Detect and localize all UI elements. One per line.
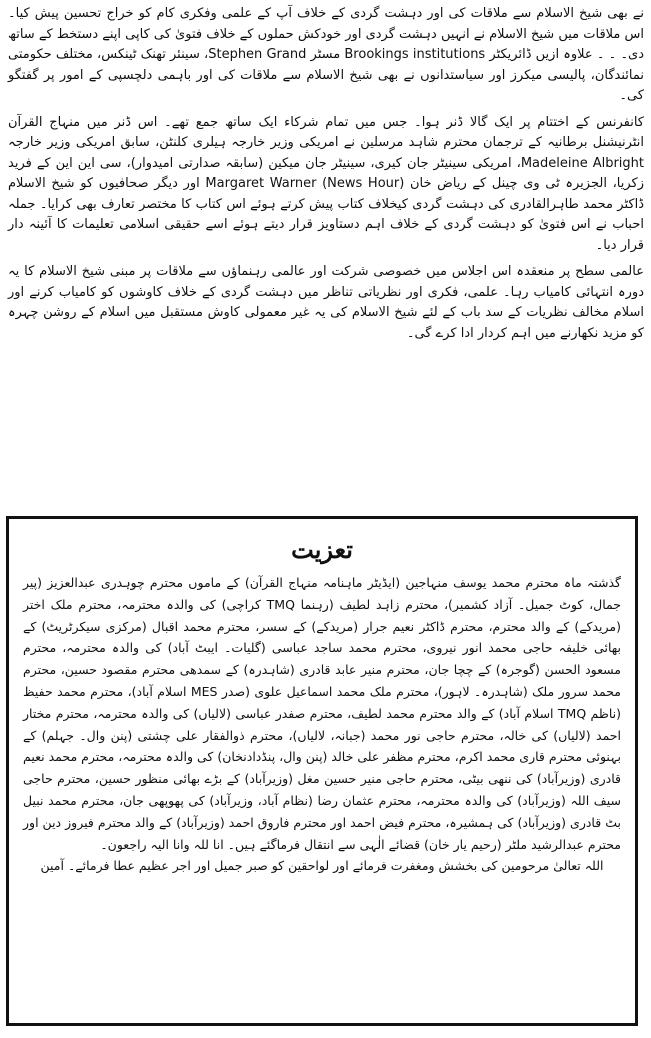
condolence-box bbox=[6, 516, 638, 1026]
article-paragraph-1: نے بھی شیخ الاسلام سے ملاقات کی اور دہشت گردی کے خلاف آپ کے علمی وفکری کام کو خراج تحسین پیش کیا۔ اس ملاقات میں شیخ الاسلام نے انہیں دہشت گردی اور خودکش حملوں کے خلاف فتویٰ کی کاپی اپنے دستخط کے ساتھ دی۔ ۔ ۔ علاوہ ازیں ڈائریکٹر Brookings institutions مسٹر Stephen Grand، سینئر تھنک ٹینکس، مختلف حکومتی نمائندگان، پالیسی میکرز اور سیاستدانوں نے بھی شیخ الاسلام سے ملاقات کی اور باہمی دلچسپی کے امور پر گفتگو کی۔ bbox=[8, 6, 645, 103]
condolence-closing: اللہ تعالیٰ مرحومین کی بخشش ومغفرت فرمائے اور لواحقین کو صبر جمیل اور اجر عظیم عطا فرمائے۔ آمین bbox=[40, 858, 604, 874]
condolence-body bbox=[9, 572, 635, 877]
article bbox=[8, 4, 644, 350]
article-paragraph-2: کانفرنس کے اختتام پر ایک گالا ڈنر ہوا۔ جس میں تمام شرکاء ایک ساتھ جمع تھے۔ اس ڈنر میں منہاج القرآن انٹرنیشنل برطانیہ کے ترجمان محترم شاہد مرسلین نے امریکی وزیر خارجہ ہیلری کلنٹن، سابق امریکی وزیر خارجہ Madeleine Albright، امریکی سینیٹر جان کیری، سینیٹر جان میکین (سابقہ صدارتی امیدوار)، سی این این کے فرید زکریا، الجزیرہ ٹی وی چینل کے ریاض خان (News Hour) Margaret Warner اور دیگر صحافیوں کو شیخ الاسلام ڈاکٹر محمد طاہرالقادری کی دہشت گردی کیخلاف کتاب پیش کرتے ہوئے اس کتاب کا مختصر تعارف بھی کرایا۔ جملہ احباب نے اس فتویٰ کو دہشت گردی کے خلاف اہم دستاویز قرار دیتے ہوئے اسے حقیقی اسلامی تعلیمات کا آئینہ دار قرار دیا۔ bbox=[8, 114, 644, 253]
condolence-title: تعزیت bbox=[291, 535, 353, 564]
condolence-text: گذشتہ ماہ محترم محمد یوسف منہاجین (ایڈیٹر ماہنامہ منہاج القرآن) کے ماموں محترم چوہدری عبدالعزیز (پیر جمال، کوٹ جمیل۔ آزاد کشمیر)، محترم زاہد لطیف (رہنما TMQ کراچی) کی والدہ محترمہ، محترم ملک اختر (مریدکے) کے والد محترم، محترم ڈاکٹر نعیم جرار (مریدکے) کے سسر، محترم محمد اقبال (مرکزی سیکرٹریٹ) کے بھائی خلیفہ حاجی محمد انور نیروی، محترم محمد ساجد عباسی (گلیات۔ ایبٹ آباد) کی والدہ محترمہ، محترم مسعود الحسن (گوجرہ) کے چچا جان، محترم منیر عابد قادری (شاہدرہ) کے سمدھی محترم مقصود حسین، محترم محمد سرور ملک (شاہدرہ۔ لاہور)، محترم ملک محمد اسماعیل علوی (صدر MES اسلام آباد)، محترم محمد حفیظ (ناظم TMQ اسلام آباد) کے والد محترم محمد لطیف، محترم صفدر عباسی (لالیاں) کی والدہ محترمہ، محترم مختار احمد (لالیاں) کی خالہ، محترم حاجی نور محمد (جبانہ، لالیاں)، محترم ذوالفقار علی چشتی (پنن وال۔ جہلم) کے بہنوئی محترم قاری محمد اکرم، محترم مظفر علی خالد (پنن وال، پنڈدادنخان) کی والدہ محترمہ، محترم محمد نعیم قادری (وزیرآباد) کی ننھی بیٹی، محترم حاجی منیر حسین مغل (وزیرآباد) کے بڑے بھائی منظور حسین، محترم حاجی سیف اللہ (وزیرآباد) کی والدہ محترمہ، محترم عثمان رضا (نظام آباد، وزیرآباد) کی پھوپھی جان، محترم محمد نبیل بٹ قادری (وزیرآباد) کی ہمشیرہ، محترم فیض احمد اور محترم فاروق احمد (وزیرآباد) کے والد محترم فیروز دین اور محترم عبدالرشید ملٹر (رحیم یار خان) قضائے الٰہی سے انتقال فرماگئے ہیں۔ انا للہ وانا الیہ راجعون۔ bbox=[23, 575, 621, 852]
article-paragraph-3: عالمی سطح پر منعقدہ اس اجلاس میں خصوصی شرکت اور عالمی رہنماؤں سے ملاقات پر مبنی شیخ الاسلام کا یہ دورہ انتہائی کامیاب رہا۔ علمی، فکری اور نظریاتی تناظر میں دہشت گردی کے خلاف کاوشوں کو کامیاب کرنے اور اسلام مخالف نظریات کے سد باب کے لئے شیخ الاسلام کی یہ غیر معمولی کاوش مستقبل میں اسلام کے روشن چہرہ کو مزید نکھارنے میں اہم کردار ادا کرے گی۔ bbox=[8, 264, 644, 341]
